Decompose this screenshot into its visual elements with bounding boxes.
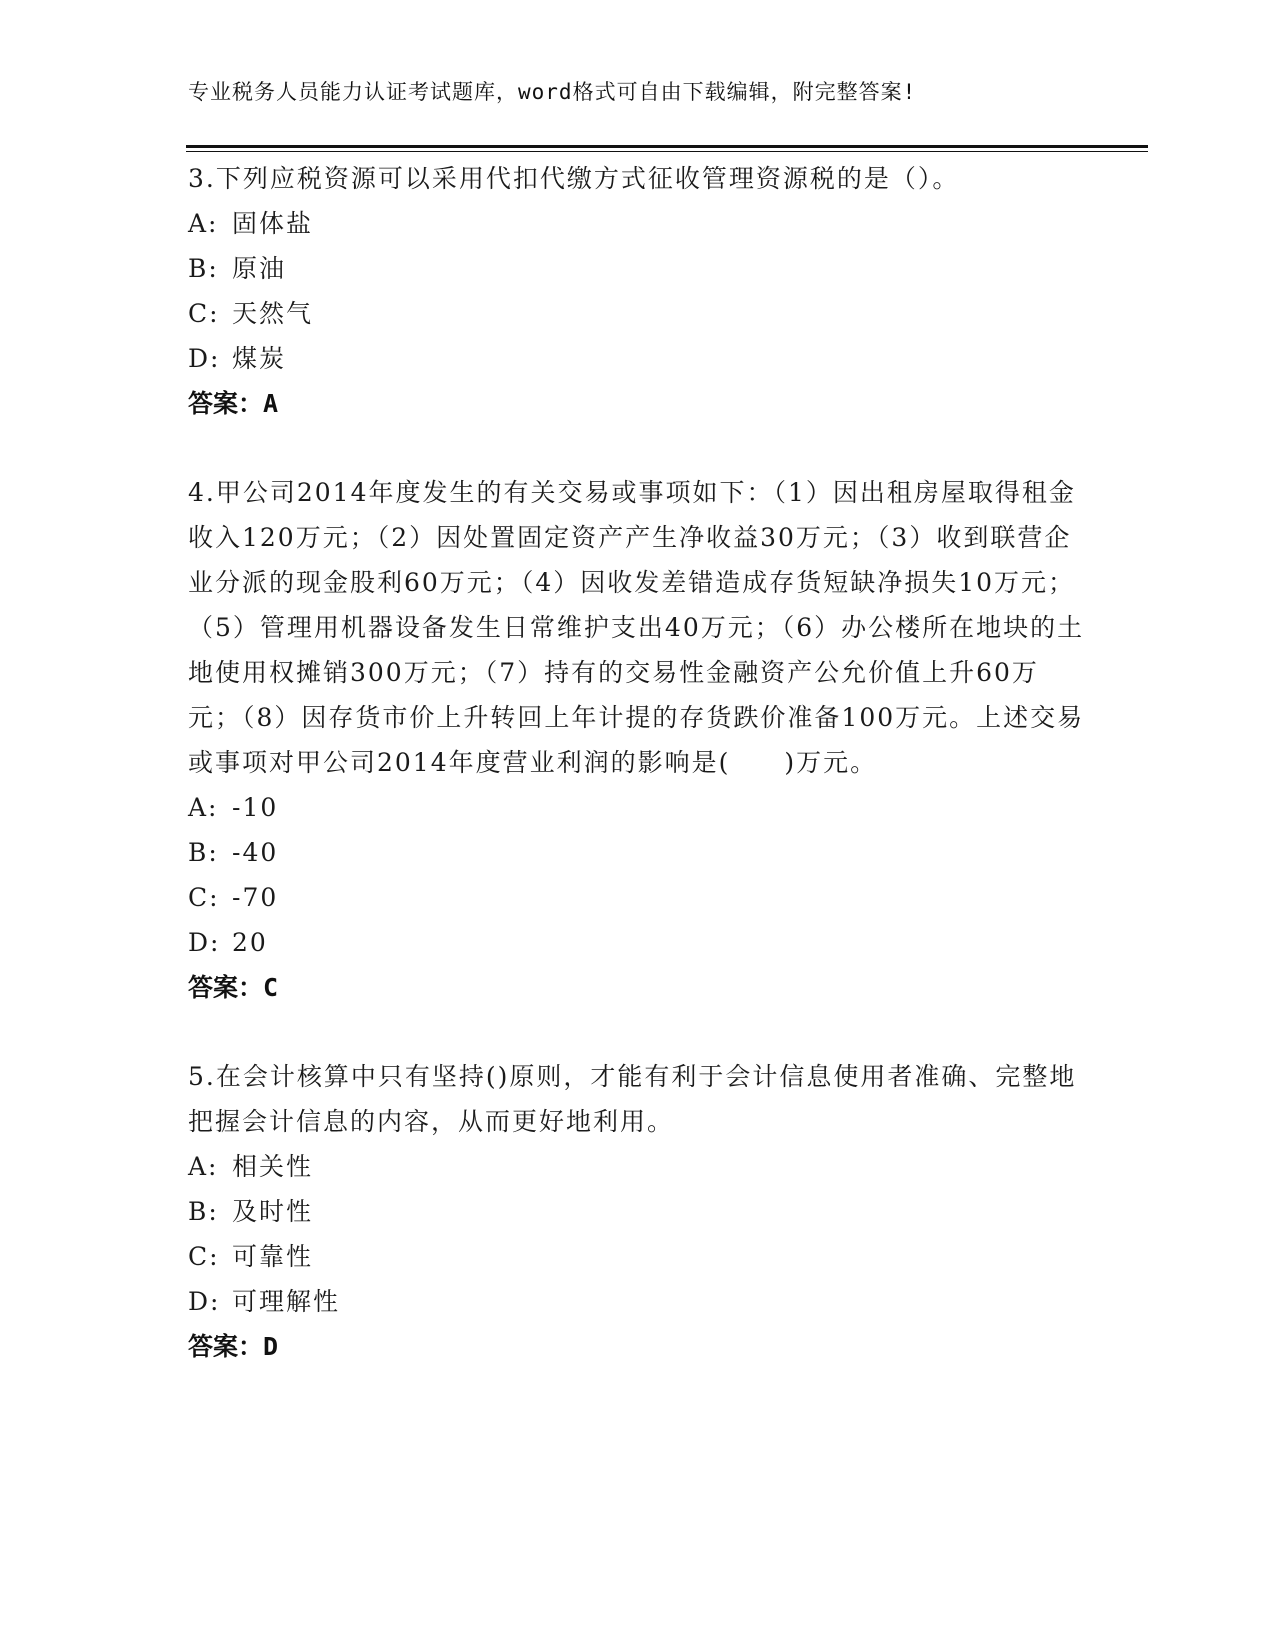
option-text: 可靠性 [232, 1242, 314, 1271]
option-key: C: [188, 883, 220, 912]
option-key: C: [188, 1242, 220, 1271]
question-stem: 5.在会计核算中只有坚持()原则，才能有利于会计信息使用者准确、完整地把握会计信息的内容，从而更好地利用。 [188, 1062, 1077, 1136]
answer-line: 答案：A [188, 389, 279, 418]
option-key: D: [188, 928, 221, 957]
option-text: -10 [232, 793, 279, 822]
option-b [188, 1189, 1088, 1234]
option-key: B: [188, 254, 219, 283]
answer-line: 答案：C [188, 973, 279, 1002]
question-list [188, 156, 1088, 1369]
option-key: A: [188, 209, 219, 238]
option-d [188, 1279, 1088, 1324]
option-a [188, 785, 1088, 830]
option-text: 固体盐 [232, 209, 314, 238]
option-text: 煤炭 [232, 344, 287, 373]
option-text: -70 [232, 883, 279, 912]
option-text: 20 [232, 928, 268, 957]
option-key: C: [188, 299, 220, 328]
option-d [188, 920, 1088, 965]
question-3 [188, 156, 1088, 426]
option-d [188, 336, 1088, 381]
option-key: D: [188, 344, 221, 373]
answer-line: 答案：D [188, 1332, 279, 1361]
header-rule-thick [186, 145, 1148, 148]
option-text: 原油 [232, 254, 287, 283]
header-rule-thin [186, 151, 1148, 152]
option-text: 天然气 [232, 299, 314, 328]
option-a [188, 1144, 1088, 1189]
option-c [188, 875, 1088, 920]
option-a [188, 201, 1088, 246]
option-text: 相关性 [232, 1152, 314, 1181]
spacer [188, 1010, 1088, 1054]
question-4 [188, 470, 1088, 1010]
option-text: 可理解性 [232, 1287, 341, 1316]
option-text: 及时性 [232, 1197, 314, 1226]
option-text: -40 [232, 838, 279, 867]
spacer [188, 426, 1088, 470]
option-key: D: [188, 1287, 221, 1316]
option-key: B: [188, 1197, 219, 1226]
option-c [188, 1234, 1088, 1279]
question-stem: 4.甲公司2014年度发生的有关交易或事项如下：（1）因出租房屋取得租金收入120万元；（2）因处置固定资产产生净收益30万元；（3）收到联营企业分派的现金股利60万元；（4）因收发差错造成存货短缺净损失10万元；（5）管理用机器设备发生日常维护支出40万元；（6）办公楼所在地块的土地使用权摊销300万元；（7）持有的交易性金融资产公允价值上升60万元；（8）因存货市价上升转回上年计提的存货跌价准备100万元。上述交易或事项对甲公司2014年度营业利润的影响是( )万元。 [188, 478, 1085, 777]
question-stem: 3.下列应税资源可以采用代扣代缴方式征收管理资源税的是（）。 [188, 164, 960, 193]
page-header: 专业税务人员能力认证考试题库，word格式可自由下载编辑，附完整答案! [188, 80, 917, 104]
option-b [188, 830, 1088, 875]
option-key: A: [188, 793, 219, 822]
option-key: B: [188, 838, 219, 867]
question-5 [188, 1054, 1088, 1369]
option-c [188, 291, 1088, 336]
option-b [188, 246, 1088, 291]
option-key: A: [188, 1152, 219, 1181]
